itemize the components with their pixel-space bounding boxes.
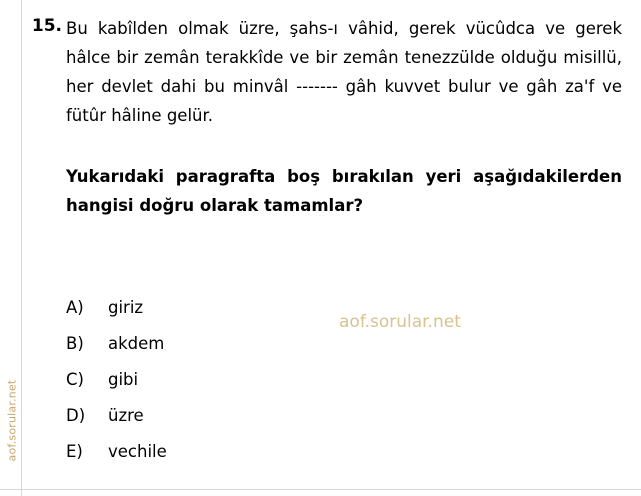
question-prompt: Yukarıdaki paragrafta boş bırakılan yeri aşağıdakilerden hangisi doğru olarak tamamlar? bbox=[66, 167, 622, 215]
bottom-divider bbox=[0, 489, 641, 490]
side-watermark: aof.sorular.net bbox=[5, 379, 19, 462]
option-b[interactable] bbox=[66, 334, 486, 370]
question-number: 15. bbox=[31, 16, 62, 36]
left-rail bbox=[0, 0, 22, 496]
option-d[interactable] bbox=[66, 406, 486, 442]
option-a-letter: A) bbox=[66, 298, 84, 317]
option-c[interactable] bbox=[66, 370, 486, 406]
option-e[interactable] bbox=[66, 442, 486, 478]
option-e-text: vechile bbox=[108, 442, 167, 461]
option-b-text: akdem bbox=[108, 334, 165, 353]
center-watermark: aof.sorular.net bbox=[339, 312, 461, 332]
option-d-text: üzre bbox=[108, 406, 144, 425]
option-c-text: gibi bbox=[108, 370, 139, 389]
option-e-letter: E) bbox=[66, 442, 83, 461]
option-d-letter: D) bbox=[66, 406, 86, 425]
option-b-letter: B) bbox=[66, 334, 84, 353]
option-a-text: giriz bbox=[108, 298, 144, 317]
question-paragraph: Bu kabîlden olmak üzre, şahs-ı vâhid, gerek vücûdca ve gerek hâlce bir zemân terakkîde ve bir zemân tenezzülde olduğu misillü, her devlet dahi bu minvâl ------- gâh kuvvet bulur ve gâh za'f ve fütûr hâline gelür. bbox=[66, 19, 622, 125]
question-body bbox=[66, 14, 622, 220]
option-c-letter: C) bbox=[66, 370, 84, 389]
